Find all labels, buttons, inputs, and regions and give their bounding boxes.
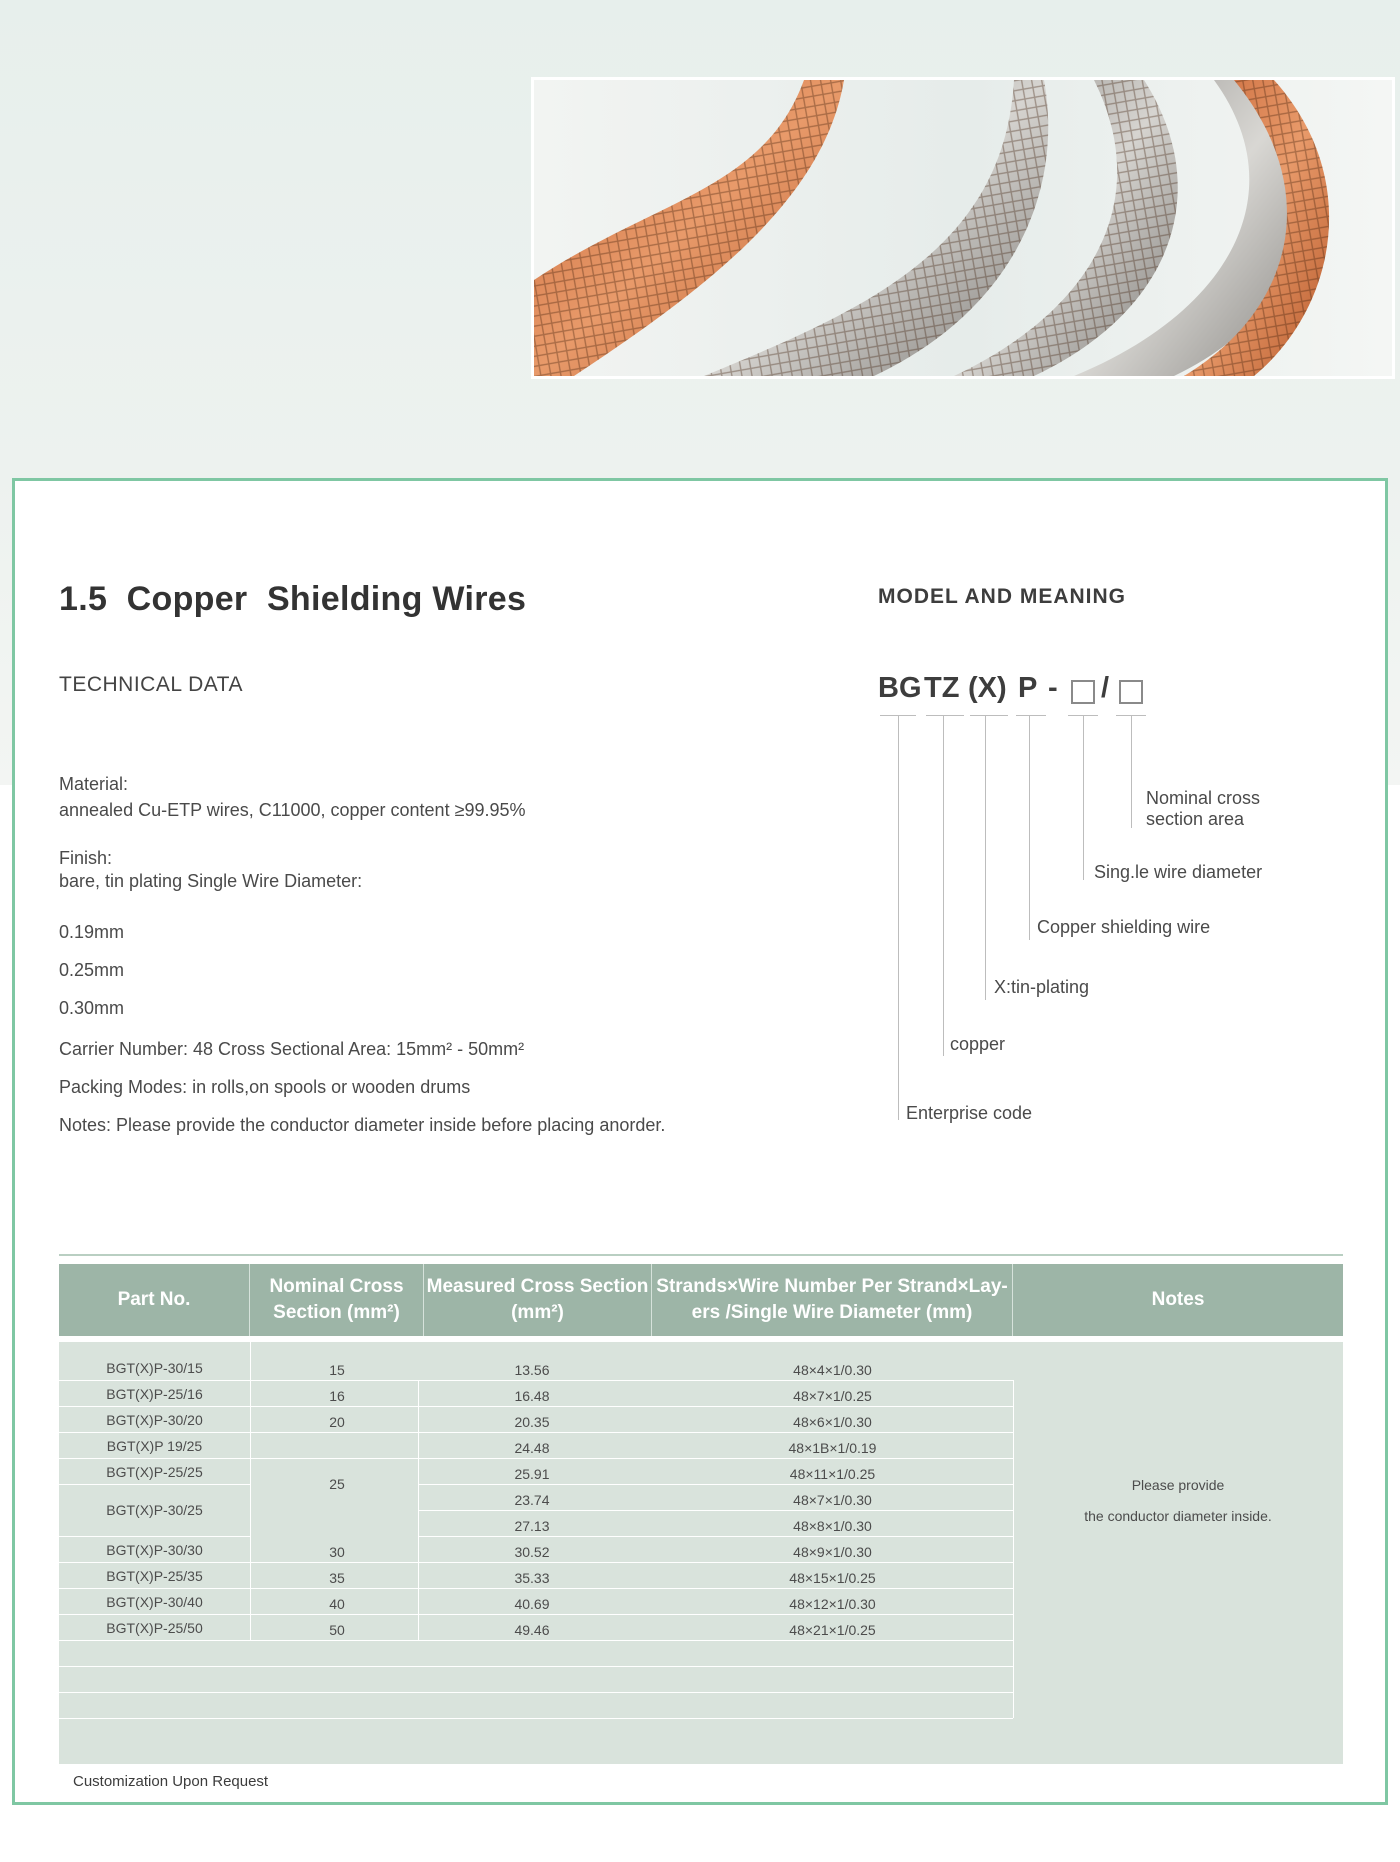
table-cell-measured: 30.52 <box>514 1544 550 1560</box>
row-separator <box>59 1588 1013 1589</box>
code-bg: BG <box>878 672 922 704</box>
table-cell-part-no: BGT(X)P-25/50 <box>106 1620 203 1636</box>
table-cell-notes <box>1013 1470 1343 1532</box>
table-cell-part-no: BGT(X)P-30/15 <box>106 1360 203 1376</box>
table-cell-strands: 48×1B×1/0.19 <box>788 1440 877 1456</box>
code-underline <box>926 715 964 716</box>
header-nominal-cross-section: Nominal Cross Section (mm²) <box>250 1264 424 1336</box>
table-cell-nominal: 30 <box>329 1544 345 1560</box>
row-separator <box>59 1666 1013 1667</box>
code-slash: / <box>1101 672 1110 704</box>
table-cell-strands: 48×21×1/0.25 <box>789 1622 876 1638</box>
table-cell-measured: 49.46 <box>514 1622 550 1638</box>
table-cell-measured: 13.56 <box>514 1362 550 1378</box>
table-cell-nominal: 20 <box>329 1414 345 1430</box>
section-placeholder-box <box>1119 680 1143 704</box>
carrier-number: Carrier Number: 48 Cross Sectional Area: 15mm² - 50mm² <box>59 1039 525 1059</box>
table-cell-strands: 48×9×1/0.30 <box>793 1544 872 1560</box>
row-separator <box>418 1484 1013 1485</box>
legend-copper: copper <box>950 1034 1006 1054</box>
notes-line: the conductor diameter inside. <box>1084 1508 1272 1524</box>
table-cell-nominal: 40 <box>329 1596 345 1612</box>
table-cell-strands: 48×15×1/0.25 <box>789 1570 876 1586</box>
row-separator <box>59 1536 250 1537</box>
code-underline <box>1016 715 1046 716</box>
hero-image <box>531 77 1395 379</box>
table-cell-nominal: 25 <box>329 1476 345 1492</box>
code-underline <box>970 715 1008 716</box>
table-cell-strands: 48×8×1/0.30 <box>793 1518 872 1534</box>
leader-line <box>1131 716 1132 828</box>
table-cell-measured: 24.48 <box>514 1440 550 1456</box>
row-separator <box>59 1640 1013 1641</box>
table-header <box>59 1264 1343 1336</box>
leader-line <box>1083 716 1084 880</box>
diameter-item: 0.19mm <box>59 922 125 942</box>
row-separator <box>59 1614 1013 1615</box>
code-p: P <box>1018 672 1038 704</box>
leader-line <box>1029 716 1030 940</box>
row-separator <box>59 1406 1013 1407</box>
diameter-placeholder-box <box>1071 680 1095 704</box>
row-separator <box>59 1432 1013 1433</box>
code-tz: TZ <box>924 672 960 704</box>
table-cell-nominal: 35 <box>329 1570 345 1586</box>
leader-line <box>898 716 899 1120</box>
table-cell-strands: 48×7×1/0.30 <box>793 1492 872 1508</box>
material-value: annealed Cu-ETP wires, C11000, copper content ≥99.95% <box>59 800 526 820</box>
table-cell-measured: 20.35 <box>514 1414 550 1430</box>
col-separator <box>1013 1380 1014 1718</box>
table-cell-measured: 35.33 <box>514 1570 550 1586</box>
header-notes: Notes <box>1151 1289 1205 1310</box>
leader-line <box>985 716 986 1000</box>
table-cell-strands: 48×12×1/0.30 <box>789 1596 876 1612</box>
table-cell-nominal: 15 <box>329 1362 345 1378</box>
table-cell-nominal: 16 <box>329 1388 345 1404</box>
diameter-item: 0.25mm <box>59 960 125 980</box>
table-cell-measured: 25.91 <box>514 1466 550 1482</box>
legend-tin-plating: X:tin-plating <box>994 977 1090 997</box>
table-cell-strands: 48×11×1/0.25 <box>789 1466 876 1482</box>
row-separator <box>59 1380 1013 1381</box>
braided-wire-illustration <box>534 80 1392 376</box>
finish-value: bare, tin plating Single Wire Diameter: <box>59 871 363 891</box>
table-cell-part-no: BGT(X)P-25/16 <box>106 1386 203 1402</box>
table-cell-measured: 23.74 <box>514 1492 550 1508</box>
legend-nominal-section: Nominal cross section area <box>1146 788 1261 829</box>
legend-shielding-wire: Copper shielding wire <box>1037 917 1211 937</box>
table-cell-strands: 48×6×1/0.30 <box>793 1414 872 1430</box>
legend-single-wire: Sing.le wire diameter <box>1094 862 1263 882</box>
header-strands: Strands×Wire Number Per Strand×Lay- ers /Single Wire Diameter (mm) <box>652 1264 1013 1336</box>
row-separator <box>59 1692 1013 1693</box>
table-cell-part-no: BGT(X)P-25/35 <box>106 1568 203 1584</box>
table-cell-part-no: BGT(X)P-25/25 <box>106 1464 203 1480</box>
table-cell-part-no: BGT(X)P 19/25 <box>106 1438 203 1454</box>
technical-data-heading: TECHNICAL DATA <box>59 673 243 696</box>
table-cell-measured: 16.48 <box>514 1388 550 1404</box>
header-part-no: Part No. <box>59 1264 250 1336</box>
row-separator <box>59 1718 1013 1719</box>
table-cell-part-no: BGT(X)P-30/30 <box>106 1542 203 1558</box>
row-separator <box>418 1510 1013 1511</box>
table-cell-part-no: BGT(X)P-30/40 <box>106 1594 203 1610</box>
row-separator <box>59 1484 250 1485</box>
table-top-rule <box>59 1254 1343 1256</box>
page-title: 1.5 Copper Shielding Wires <box>59 580 527 618</box>
row-separator <box>418 1536 1013 1537</box>
table-cell-part-no: BGT(X)P-30/25 <box>106 1502 203 1518</box>
row-separator <box>59 1458 1013 1459</box>
row-separator <box>59 1562 1013 1563</box>
table-cell-part-no: BGT(X)P-30/20 <box>106 1412 203 1428</box>
legend-enterprise-code: Enterprise code <box>906 1103 1033 1123</box>
code-x: (X) <box>968 672 1007 704</box>
table-cell-strands: 48×7×1/0.25 <box>793 1388 872 1404</box>
table-cell-strands: 48×4×1/0.30 <box>793 1362 872 1378</box>
packing-modes: Packing Modes: in rolls,on spools or wooden drums <box>59 1077 471 1097</box>
table-cell-measured: 27.13 <box>514 1518 550 1534</box>
diameter-item: 0.30mm <box>59 998 125 1018</box>
leader-line <box>943 716 944 1056</box>
order-notes: Notes: Please provide the conductor diameter inside before placing anorder. <box>59 1115 666 1135</box>
code-dash: - <box>1048 672 1058 704</box>
table-cell-nominal: 50 <box>329 1622 345 1638</box>
table-body <box>59 1342 1343 1764</box>
header-measured-cross-section: Measured Cross Section (mm²) <box>424 1264 652 1336</box>
table-cell-measured: 40.69 <box>514 1596 550 1612</box>
finish-label: Finish: <box>59 848 113 868</box>
customization-note: Customization Upon Request <box>73 1773 269 1790</box>
material-label: Material: <box>59 774 129 794</box>
model-meaning-heading: MODEL AND MEANING <box>878 585 1126 608</box>
notes-line: Please provide <box>1131 1477 1225 1493</box>
